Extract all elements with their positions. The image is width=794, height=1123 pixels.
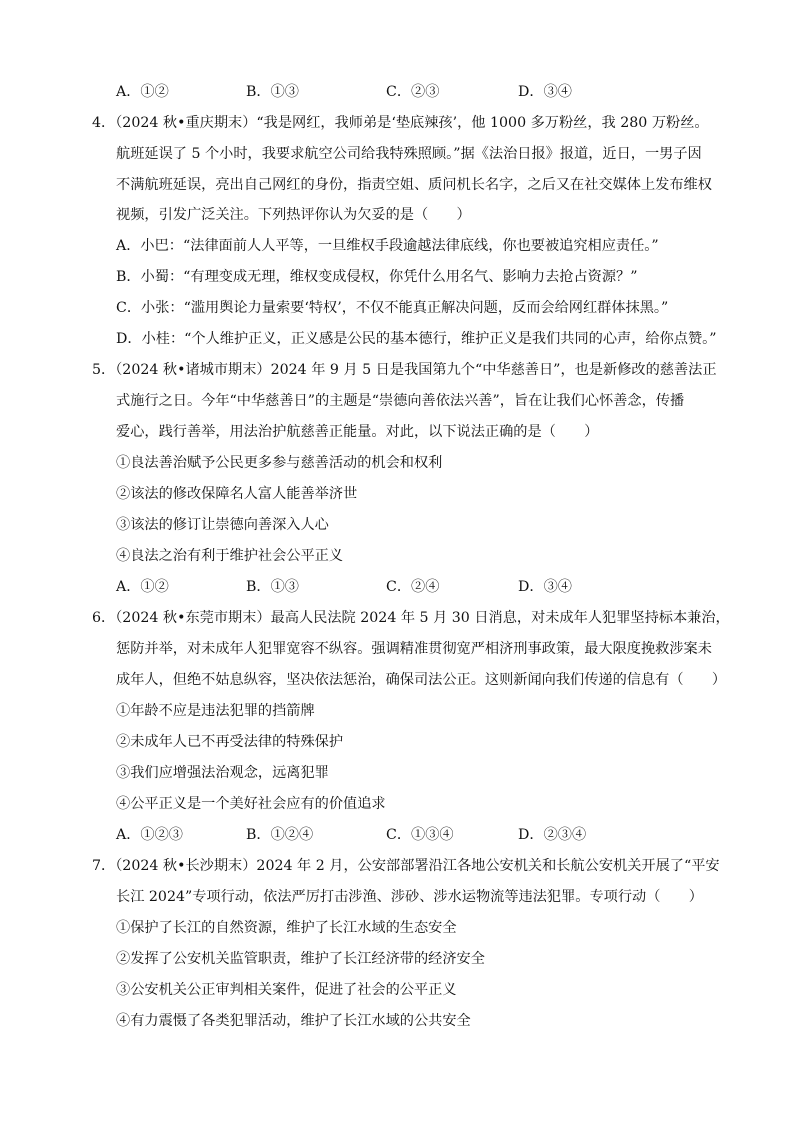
q6-stem-line: 成年人，但绝不姑息纵容，坚决依法惩治，确保司法公正。这则新闻向我们传递的信息有（ ） (116, 672, 727, 688)
q5-stem-line: 爱心，践行善举，用法治护航慈善正能量。对此，以下说法正确的是（ ） (116, 424, 599, 440)
q6-item: ④公平正义是一个美好社会应有的价值追求 (116, 796, 386, 812)
q3-option-c[interactable]: C．②③ (386, 84, 440, 100)
q6-item: ③我们应增强法治观念，远离犯罪 (116, 765, 329, 781)
q6-option-d[interactable]: D．②③④ (518, 827, 587, 843)
q3-options (116, 82, 716, 102)
q5-item: ③该法的修订让崇德向善深入人心 (116, 517, 329, 533)
q7-item: ①保护了长江的自然资源，维护了长江水域的生态安全 (116, 920, 457, 936)
q4-choice-a[interactable]: A．小巴：“法律面前人人平等，一旦维权手段逾越法律底线，你也要被追究相应责任。” (116, 238, 659, 254)
q7-stem-line: 长江 2024”专项行动，依法严厉打击涉渔、涉砂、涉水运物流等违法犯罪。专项行动（ ） (116, 889, 703, 905)
q5-item: ②该法的修改保障名人富人能善举济世 (116, 486, 358, 502)
q5-item: ④良法之治有利于维护社会公平正义 (116, 548, 344, 564)
q4-choice-d[interactable]: D．小桂：“个人维护正义，正义感是公民的基本德行，维护正义是我们共同的心声，给你点赞。” (116, 331, 717, 347)
q7-item: ②发挥了公安机关监管职责，维护了长江经济带的经济安全 (116, 951, 485, 967)
q6-stem-line: 惩防并举，对未成年人犯罪宽容不纵容。强调精准贯彻宽严相济刑事政策，最大限度挽救涉案未 (116, 641, 712, 657)
q6-options (116, 825, 716, 845)
q7-item: ④有力震慑了各类犯罪活动，维护了长江水域的公共安全 (116, 1013, 471, 1029)
q5-option-c[interactable]: C．②④ (386, 579, 440, 595)
q4-stem-line: 4．（2024 秋•重庆期末）“我是网红，我师弟是‘垫底辣孩’，他 1000 多万粉丝，我 280 万粉丝。 (92, 115, 709, 131)
q5-option-a[interactable]: A．①② (116, 579, 169, 595)
q4-stem-line: 航班延误了 5 个小时，我要求航空公司给我特殊照顾。”据《法治日报》报道，近日，一男子因 (116, 146, 702, 162)
q5-item: ①良法善治赋予公民更多参与慈善活动的机会和权利 (116, 455, 443, 471)
q5-stem-line: 式施行之日。今年“中华慈善日”的主题是“崇德向善依法兴善”，旨在让我们心怀善念，传播 (116, 393, 685, 409)
q6-item: ①年龄不应是违法犯罪的挡箭牌 (116, 703, 315, 719)
q6-item: ②未成年人已不再受法律的特殊保护 (116, 734, 344, 750)
q7-stem-line: 7．（2024 秋•长沙期末）2024 年 2 月，公安部部署沿江各地公安机关和长航公安机关开展了“平安 (92, 858, 720, 874)
q6-option-c[interactable]: C．①③④ (386, 827, 454, 843)
q5-option-b[interactable]: B．①③ (246, 579, 299, 595)
q6-option-b[interactable]: B．①②④ (246, 827, 314, 843)
q3-option-a[interactable]: A．①② (116, 84, 169, 100)
q4-stem-line: 视频，引发广泛关注。下列热评你认为欠妥的是（ ） (116, 207, 471, 223)
q5-stem-line: 5．（2024 秋•诸城市期末）2024 年 9 月 5 日是我国第九个“中华慈善日”，也是新修改的慈善法正 (92, 362, 717, 378)
q4-choice-c[interactable]: C．小张：“滥用舆论力量索要‘特权’，不仅不能真正解决问题，反而会给网红群体抹黑。” (116, 300, 669, 316)
q5-option-d[interactable]: D．③④ (518, 579, 572, 595)
q7-item: ③公安机关公正审判相关案件，促进了社会的公平正义 (116, 982, 457, 998)
q3-option-b[interactable]: B．①③ (246, 84, 299, 100)
q6-option-a[interactable]: A．①②③ (116, 827, 183, 843)
q3-option-d[interactable]: D．③④ (518, 84, 572, 100)
q4-stem-line: 不满航班延误，亮出自己网红的身份，指责空姐、质问机长名字，之后又在社交媒体上发布维权 (116, 177, 712, 193)
q6-stem-line: 6．（2024 秋•东莞市期末）最高人民法院 2024 年 5 月 30 日消息，对未成年人犯罪坚持标本兼治， (92, 610, 730, 626)
q5-options (116, 577, 716, 597)
q4-choice-b[interactable]: B．小蜀：“有理变成无理，维权变成侵权，你凭什么用名气、影响力去抢占资源？” (116, 269, 638, 285)
